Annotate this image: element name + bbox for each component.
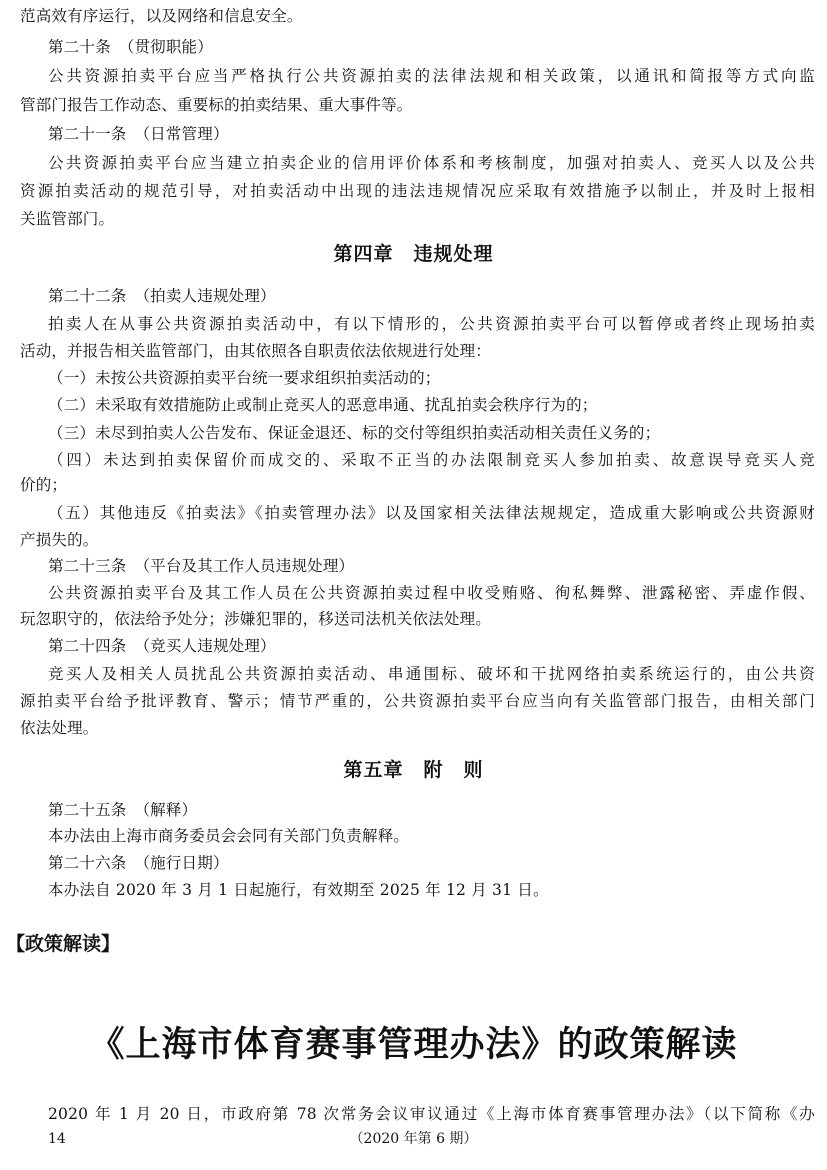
chapter-heading-4: 第四章 违规处理 <box>333 243 494 265</box>
list-item: （五）其他违反《拍卖法》《拍卖管理办法》以及国家相关法律法规规定，造成重大影响或公共资源财 <box>48 504 815 522</box>
list-item: （三）未尽到拍卖人公告发布、保证金退还、标的交付等组织拍卖活动相关责任义务的； <box>48 424 661 442</box>
article-heading-20: 第二十条 （贯彻职能） <box>48 38 213 56</box>
issue-label: （2020 年第 6 期） <box>349 1131 478 1147</box>
article-heading-22: 第二十二条 （拍卖人违规处理） <box>48 287 276 305</box>
article-heading-23: 第二十三条 （平台及其工作人员违规处理） <box>48 557 355 575</box>
list-item: （四）未达到拍卖保留价而成交的、采取不正当的办法限制竞买人参加拍卖、故意误导竞买人竞 <box>48 451 815 469</box>
article-heading-26: 第二十六条 （施行日期） <box>48 854 229 872</box>
article-heading-25: 第二十五条 （解释） <box>48 801 198 819</box>
text-line: 拍卖人在从事公共资源拍卖活动中，有以下情形的，公共资源拍卖平台可以暂停或者终止现场拍卖 <box>48 315 815 333</box>
text-line: 公共资源拍卖平台应当严格执行公共资源拍卖的法律法规和相关政策，以通讯和简报等方式向监 <box>48 67 815 85</box>
text-line: 资源拍卖活动的规范引导，对拍卖活动中出现的违法违规情况应采取有效措施予以制止，并及时上报相 <box>20 182 815 200</box>
text-line: 关监管部门。 <box>20 210 115 228</box>
article-heading-24: 第二十四条 （竞买人违规处理） <box>48 637 276 655</box>
list-item: （二）未采取有效措施防止或制止竞买人的恶意串通、扰乱拍卖会秩序行为的； <box>48 396 598 414</box>
text-line: 价的； <box>20 476 68 494</box>
text-line: 竞买人及相关人员扰乱公共资源拍卖活动、串通围标、破坏和干扰网络拍卖系统运行的，由公共资 <box>48 665 815 683</box>
text-line: 产损失的。 <box>20 531 99 549</box>
chapter-heading-5: 第五章 附 则 <box>343 759 484 781</box>
page-number: 14 <box>48 1131 66 1147</box>
list-item: （一）未按公共资源拍卖平台统一要求组织拍卖活动的； <box>48 369 441 387</box>
text-line: 本办法由上海市商务委员会会同有关部门负责解释。 <box>48 827 410 845</box>
text-line: 范高效有序运行，以及网络和信息安全。 <box>20 7 303 25</box>
text-line: 公共资源拍卖平台应当建立拍卖企业的信用评价体系和考核制度，加强对拍卖人、竞买人以及公共 <box>48 154 815 172</box>
text-line: 活动，并报告相关监管部门，由其依照各自职责依法依规进行处理： <box>20 342 492 360</box>
section-tag: 【政策解读】 <box>6 933 121 955</box>
text-line: 本办法自 2020 年 3 月 1 日起施行，有效期至 2025 年 12 月 31 日。 <box>48 881 549 899</box>
text-line: 管部门报告工作动态、重要标的拍卖结果、重大事件等。 <box>20 96 413 114</box>
text-line: 2020 年 1 月 20 日，市政府第 78 次常务会议审议通过《上海市体育赛事管理办法》（以下简称《办 <box>48 1105 815 1123</box>
text-line: 依法处理。 <box>20 719 99 737</box>
text-line: 源拍卖平台给予批评教育、警示；情节严重的，公共资源拍卖平台应当向有关监管部门报告，由相关部门 <box>20 692 815 710</box>
article-heading-21: 第二十一条 （日常管理） <box>48 125 229 143</box>
text-line: 玩忽职守的，依法给予处分；涉嫌犯罪的，移送司法机关依法处理。 <box>20 610 492 628</box>
text-line: 公共资源拍卖平台及其工作人员在公共资源拍卖过程中收受贿赂、徇私舞弊、泄露秘密、弄虚作假、 <box>48 584 815 602</box>
article-title: 《上海市体育赛事管理办法》的政策解读 <box>89 1025 738 1065</box>
